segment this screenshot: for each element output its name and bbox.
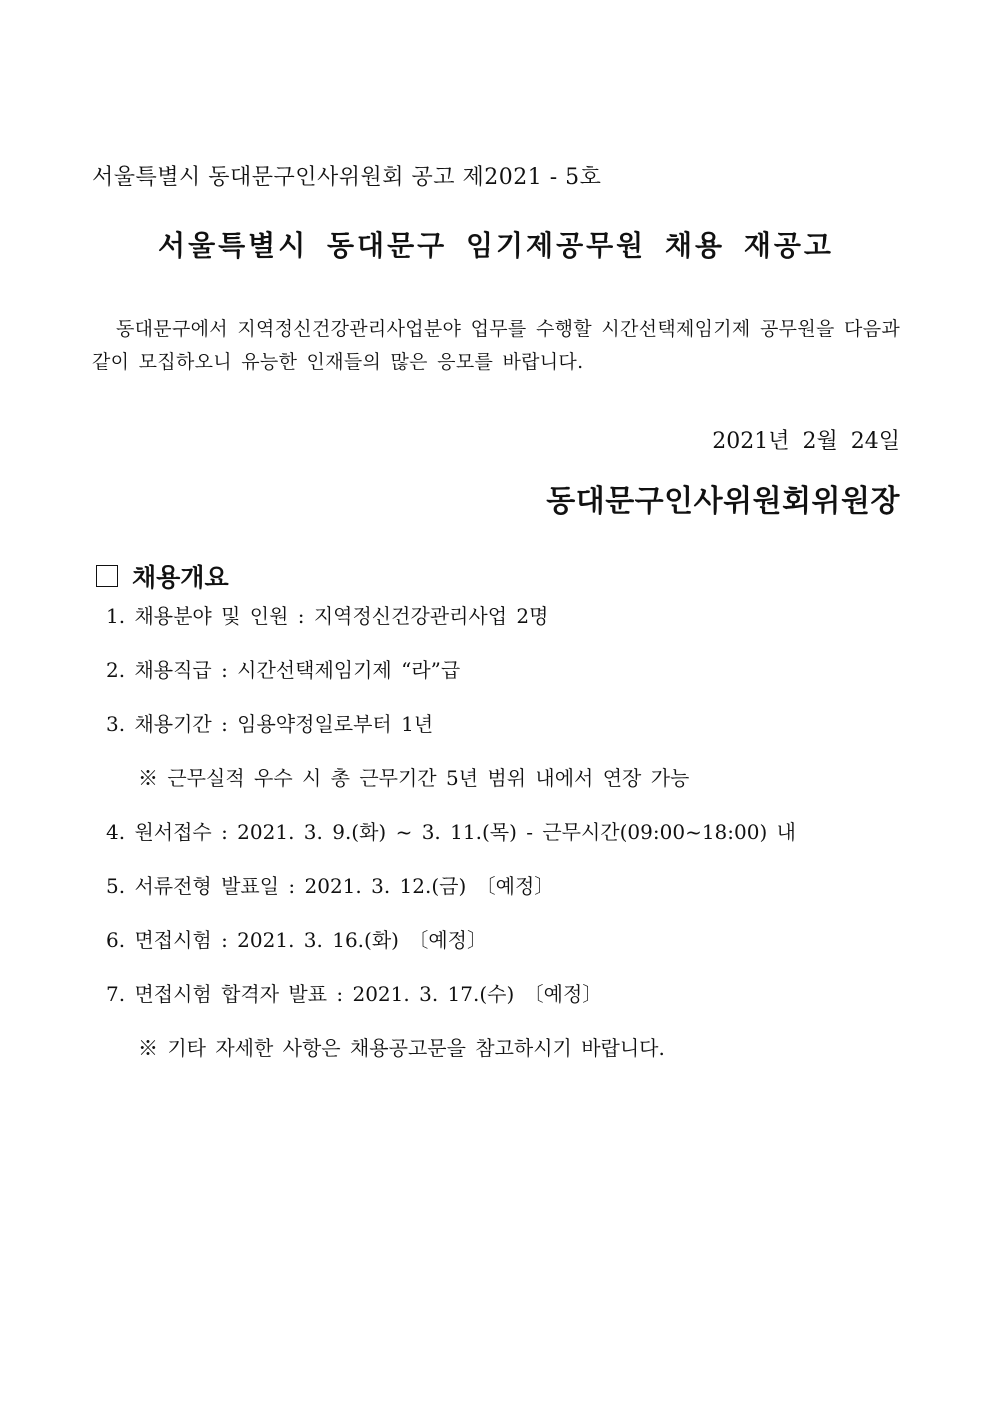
overview-item-interview: 6. 면접시험 : 2021. 3. 16.(화) 〔예정〕 — [106, 928, 487, 952]
announcement-number: 서울특별시 동대문구인사위원회 공고 제2021 - 5호 — [92, 165, 602, 190]
overview-item-document-result: 5. 서류전형 발표일 : 2021. 3. 12.(금) 〔예정〕 — [106, 874, 555, 898]
overview-item-field: 1. 채용분야 및 인원 : 지역정신건강관리사업 2명 — [106, 604, 549, 628]
section-heading-label: 채용개요 — [132, 563, 229, 592]
section-heading — [96, 558, 229, 594]
note-details: ※ 기타 자세한 사항은 채용공고문을 참고하시기 바랍니다. — [138, 1036, 665, 1060]
announcement-date: 2021년 2월 24일 — [712, 429, 900, 454]
overview-item-grade: 2. 채용직급 : 시간선택제임기제 “라”급 — [106, 658, 461, 682]
overview-item-final-result: 7. 면접시험 합격자 발표 : 2021. 3. 17.(수) 〔예정〕 — [106, 982, 603, 1006]
signer-title: 동대문구인사위원회위원장 — [546, 484, 900, 519]
intro-paragraph: 동대문구에서 지역정신건강관리사업분야 업무를 수행할 시간선택제임기제 공무원을 다음과 같이 모집하오니 유능한 인재들의 많은 응모를 바랍니다. — [92, 318, 900, 373]
document-title: 서울특별시 동대문구 임기제공무원 채용 재공고 — [158, 229, 834, 262]
overview-item-application: 4. 원서접수 : 2021. 3. 9.(화) ~ 3. 11.(목) - 근무시간(09:00~18:00) 내 — [106, 820, 796, 844]
note-extension: ※ 근무실적 우수 시 총 근무기간 5년 범위 내에서 연장 가능 — [138, 766, 690, 790]
checkbox-square-icon — [96, 565, 118, 587]
overview-item-period: 3. 채용기간 : 임용약정일로부터 1년 — [106, 712, 434, 736]
